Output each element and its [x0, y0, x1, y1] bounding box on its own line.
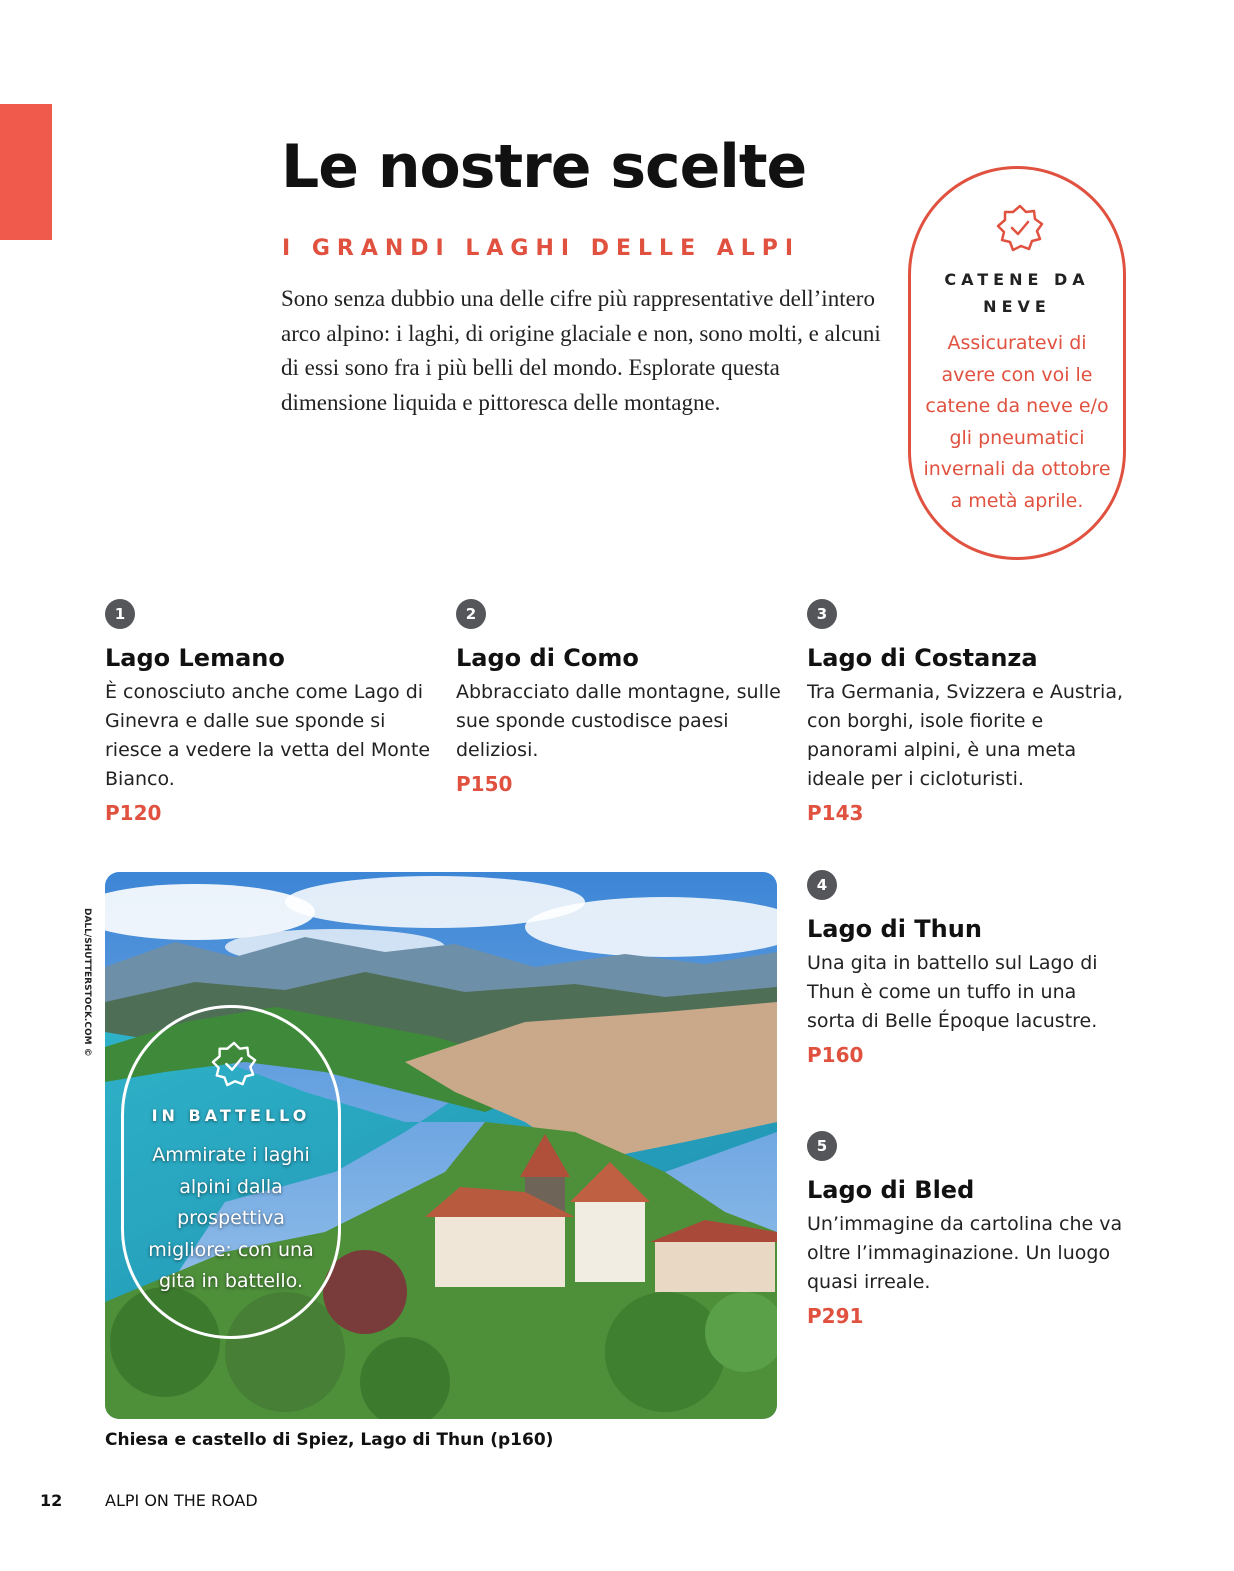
- boat-tip-label: IN BATTELLO: [151, 1106, 311, 1125]
- number-badge: 4: [807, 870, 837, 900]
- pick-title: Lago di Costanza: [807, 644, 1038, 672]
- snow-chains-tip-label: [911, 266, 1123, 320]
- badge-check-icon: [211, 1041, 257, 1087]
- snow-chains-tip-label-text: CATENE DA NEVE: [944, 270, 1090, 316]
- pick-title: Lago di Thun: [807, 915, 982, 943]
- pick-title: Lago di Como: [456, 644, 639, 672]
- badge-check-icon: [996, 204, 1044, 252]
- pick-description: Abbracciato dalle montagne, sulle sue sponde custodisce paesi deliziosi.: [456, 681, 781, 761]
- page-number: 12: [40, 1491, 63, 1510]
- snow-chains-tip-text: Assicuratevi di avere con voi le catene da neve e/o gli pneumatici invernali da ottobre a metà aprile.: [923, 332, 1111, 512]
- side-accent-bar: [0, 104, 52, 240]
- running-title: ALPI ON THE ROAD: [105, 1491, 258, 1510]
- photo-credit: [82, 908, 98, 1057]
- pick-title: Lago Lemano: [105, 644, 285, 672]
- page-reference-link[interactable]: P150: [456, 772, 513, 796]
- page-reference-link[interactable]: P291: [807, 1304, 864, 1328]
- snow-chains-tip: [908, 166, 1126, 560]
- boat-tip: [121, 1005, 341, 1339]
- page-reference-link[interactable]: P143: [807, 801, 864, 825]
- pick-description: Tra Germania, Svizzera e Austria, con borghi, isole fiorite e panorami alpini, è una meta ideale per i cicloturisti.: [807, 681, 1123, 790]
- number-badge: 1: [105, 599, 135, 629]
- page-reference-link[interactable]: P160: [807, 1043, 864, 1067]
- number-badge: 3: [807, 599, 837, 629]
- pick-item: [807, 870, 1127, 1070]
- pick-item: [456, 599, 786, 799]
- page-reference-link[interactable]: P120: [105, 801, 162, 825]
- pick-description: Un’immagine da cartolina che va oltre l’immaginazione. Un luogo quasi irreale.: [807, 1213, 1123, 1293]
- pick-description: È conosciuto anche come Lago di Ginevra e dalle sue sponde si riesce a vedere la vetta del Monte Bianco.: [105, 681, 431, 790]
- number-badge: 5: [807, 1131, 837, 1161]
- pick-item: [105, 599, 435, 828]
- pick-item: [807, 1131, 1127, 1331]
- pick-item: [807, 599, 1127, 828]
- page-title: Le nostre scelte: [281, 132, 807, 202]
- boat-tip-text: Ammirate i laghi alpini dalla prospettiva migliore: con una gita in battello.: [148, 1144, 314, 1292]
- intro-paragraph: Sono senza dubbio una delle cifre più rappresentative dell’intero arco alpino: i laghi, di origine glaciale e non, sono molti, e alcuni di essi sono fra i più belli del mondo. Esplorate questa dimensione liquida e pittoresca delle montagne.: [281, 286, 881, 415]
- section-subtitle: I GRANDI LAGHI DELLE ALPI: [282, 236, 801, 261]
- pick-description: Una gita in battello sul Lago di Thun è come un tuffo in una sorta di Belle Époque lacustre.: [807, 952, 1098, 1032]
- pick-title: Lago di Bled: [807, 1176, 975, 1204]
- photo-credit-text: DALL/SHUTTERSTOCK.COM ©: [82, 908, 92, 1057]
- photo-caption: Chiesa e castello di Spiez, Lago di Thun (p160): [105, 1430, 554, 1450]
- number-badge: 2: [456, 599, 486, 629]
